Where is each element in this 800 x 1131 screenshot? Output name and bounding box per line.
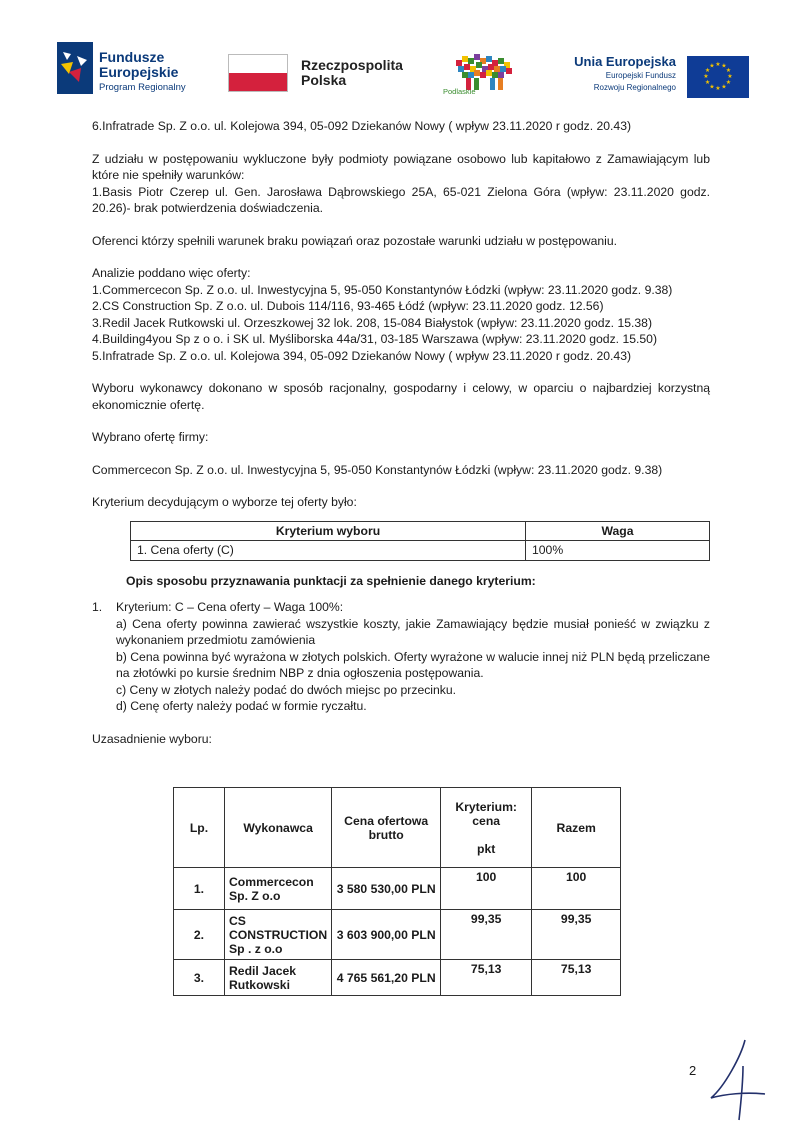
criteria-header-weight: Waga (526, 521, 710, 541)
svg-text:★: ★ (715, 85, 721, 92)
scoring-item-a: a) Cena oferty powinna zawierać wszystkie koszty, jakie Zamawiający będzie musiał ponieść w związku z wykonaniem przedmiotu zamówienia (116, 616, 710, 647)
criteria-cell-weight: 100% (526, 541, 710, 561)
results-table (173, 787, 621, 996)
analyzed-item: 3.Redil Jacek Rutkowski ul. Orzeszkowej 32 lok. 208, 15-084 Białystok (wpływ: 23.11.2020 godz. 15.38) (92, 315, 653, 330)
scoring-item-d: d) Cenę oferty należy podać w formie ryczałtu. (116, 699, 367, 713)
svg-text:★: ★ (727, 73, 733, 80)
polish-flag (228, 54, 288, 92)
fe-text: Fundusze Europejskie Program Regionalny (99, 49, 186, 93)
criteria-cell-criterion: 1. Cena oferty (C) (131, 541, 526, 561)
scoring-item-head: Kryterium: C – Cena oferty – Waga 100%: (116, 600, 344, 614)
scoring-item-b: b) Cena powinna być wyrażona w złotych polskich. Oferty wyrażone w walucie innej niż PLN będą przeliczane na złotówki po kursie średnim NBP z dnia ogłoszenia postępowania. (116, 649, 710, 680)
justification-label: Uzasadnienie wyboru: (92, 731, 212, 746)
analyzed-intro: Analizie poddano więc oferty: (92, 266, 251, 280)
results-header-razem: Razem (532, 788, 621, 868)
analyzed-item: 5.Infratrade Sp. Z o.o. ul. Kolejowa 394, 05-092 Dziekanów Nowy ( wpływ 23.11.2020 r godz. 20.43) (92, 348, 632, 363)
table-row: 2. CS CONSTRUCTION Sp . z o.o 3 603 900,00 PLN 99,35 99,35 (174, 910, 621, 960)
svg-text:★: ★ (709, 83, 715, 91)
excluded-1: 1.Basis Piotr Czerep ul. Gen. Jarosława Dąbrowskiego 25A, 65-021 Zielona Góra (wpływ: 23.11.2020 godz. 20.26)- brak potwierdzenia doświadczenia. (92, 184, 710, 215)
svg-text:★: ★ (725, 79, 732, 86)
svg-text:★: ★ (715, 61, 721, 68)
choice-rational: Wyboru wykonawcy dokonano w sposób racjonalny, gospodarny i celowy, w oparciu o najbardziej korzystną ekonomicznie ofertę. (92, 381, 710, 412)
criterion-intro: Kryterium decydującym o wyborze tej oferty było: (92, 495, 357, 509)
chosen-firm: Commercecon Sp. Z o.o. ul. Inwestycyjna 5, 95-050 Konstantynów Łódzki (wpływ: 23.11.2020 godz. 9.38) (92, 462, 663, 477)
eu-flag (687, 56, 749, 98)
page-number: 2 (689, 1063, 697, 1078)
fundusze-europejskie-logo (57, 42, 93, 94)
svg-text:★: ★ (725, 67, 732, 74)
scoring-item-number: 1. (92, 600, 103, 614)
results-header-cena: Cena ofertowa brutto (332, 788, 441, 868)
svg-text:★: ★ (703, 73, 709, 80)
fulfilled-text: Oferenci którzy spełnili warunek braku powiązań oraz pozostałe warunki udziału w postępowaniu. (92, 233, 618, 248)
results-header-kryterium: Kryterium: cena pkt (441, 788, 532, 868)
signature (705, 1036, 771, 1122)
excluded-intro: Z udziału w postępowaniu wykluczone były podmioty powiązane osobowo lub kapitałowo z Zamawiającym lub które nie spełniły warunków: (92, 151, 710, 182)
line-6: 6.Infratrade Sp. Z o.o. ul. Kolejowa 394, 05-092 Dziekanów Nowy ( wpływ 23.11.2020 r godz. 20.43) (92, 119, 632, 133)
svg-text:★: ★ (709, 62, 715, 70)
results-header-wykonawca: Wykonawca (225, 788, 332, 868)
scoring-item-c: c) Ceny w złotych należy podać do dwóch miejsc po przecinku. (116, 682, 457, 697)
podlaskie-label: Podlaskie (443, 87, 476, 96)
scoring-title: Opis sposobu przyznawania punktacji za spełnienie danego kryterium: (126, 573, 536, 588)
svg-text:★: ★ (721, 83, 727, 91)
ue-text: Unia Europejska Europejski Fundusz Rozwoju Regionalnego (574, 54, 676, 92)
table-row: 3. Redil Jacek Rutkowski 4 765 561,20 PLN 75,13 75,13 (174, 960, 621, 996)
criteria-header-criterion: Kryterium wyboru (131, 521, 526, 541)
results-header-lp: Lp. (174, 788, 225, 868)
criteria-table (130, 521, 710, 561)
rp-text: Rzeczpospolita Polska (301, 57, 403, 88)
analyzed-item: 2.CS Construction Sp. Z o.o. ul. Dubois 114/116, 93-465 Łódź (wpływ: 23.11.2020 godz. 12.56) (92, 299, 604, 313)
analyzed-item: 1.Commercecon Sp. Z o.o. ul. Inwestycyjna 5, 95-050 Konstantynów Łódzki (wpływ: 23.11.2020 godz. 9.38) (92, 282, 673, 297)
analyzed-item: 4.Building4you Sp z o o. i SK ul. Myśliborska 44a/31, 03-185 Warszawa (wpływ: 23.11.2020 godz. 15.50) (92, 332, 657, 346)
svg-text:★: ★ (704, 67, 711, 74)
chosen-intro: Wybrano ofertę firmy: (92, 430, 209, 444)
svg-text:★: ★ (704, 79, 711, 86)
scoring-item (92, 599, 710, 715)
svg-text:★: ★ (721, 62, 727, 70)
page-header (0, 0, 800, 110)
table-row: 1. Commercecon Sp. Z o.o 3 580 530,00 PLN 100 100 (174, 868, 621, 910)
document-body (92, 118, 710, 747)
